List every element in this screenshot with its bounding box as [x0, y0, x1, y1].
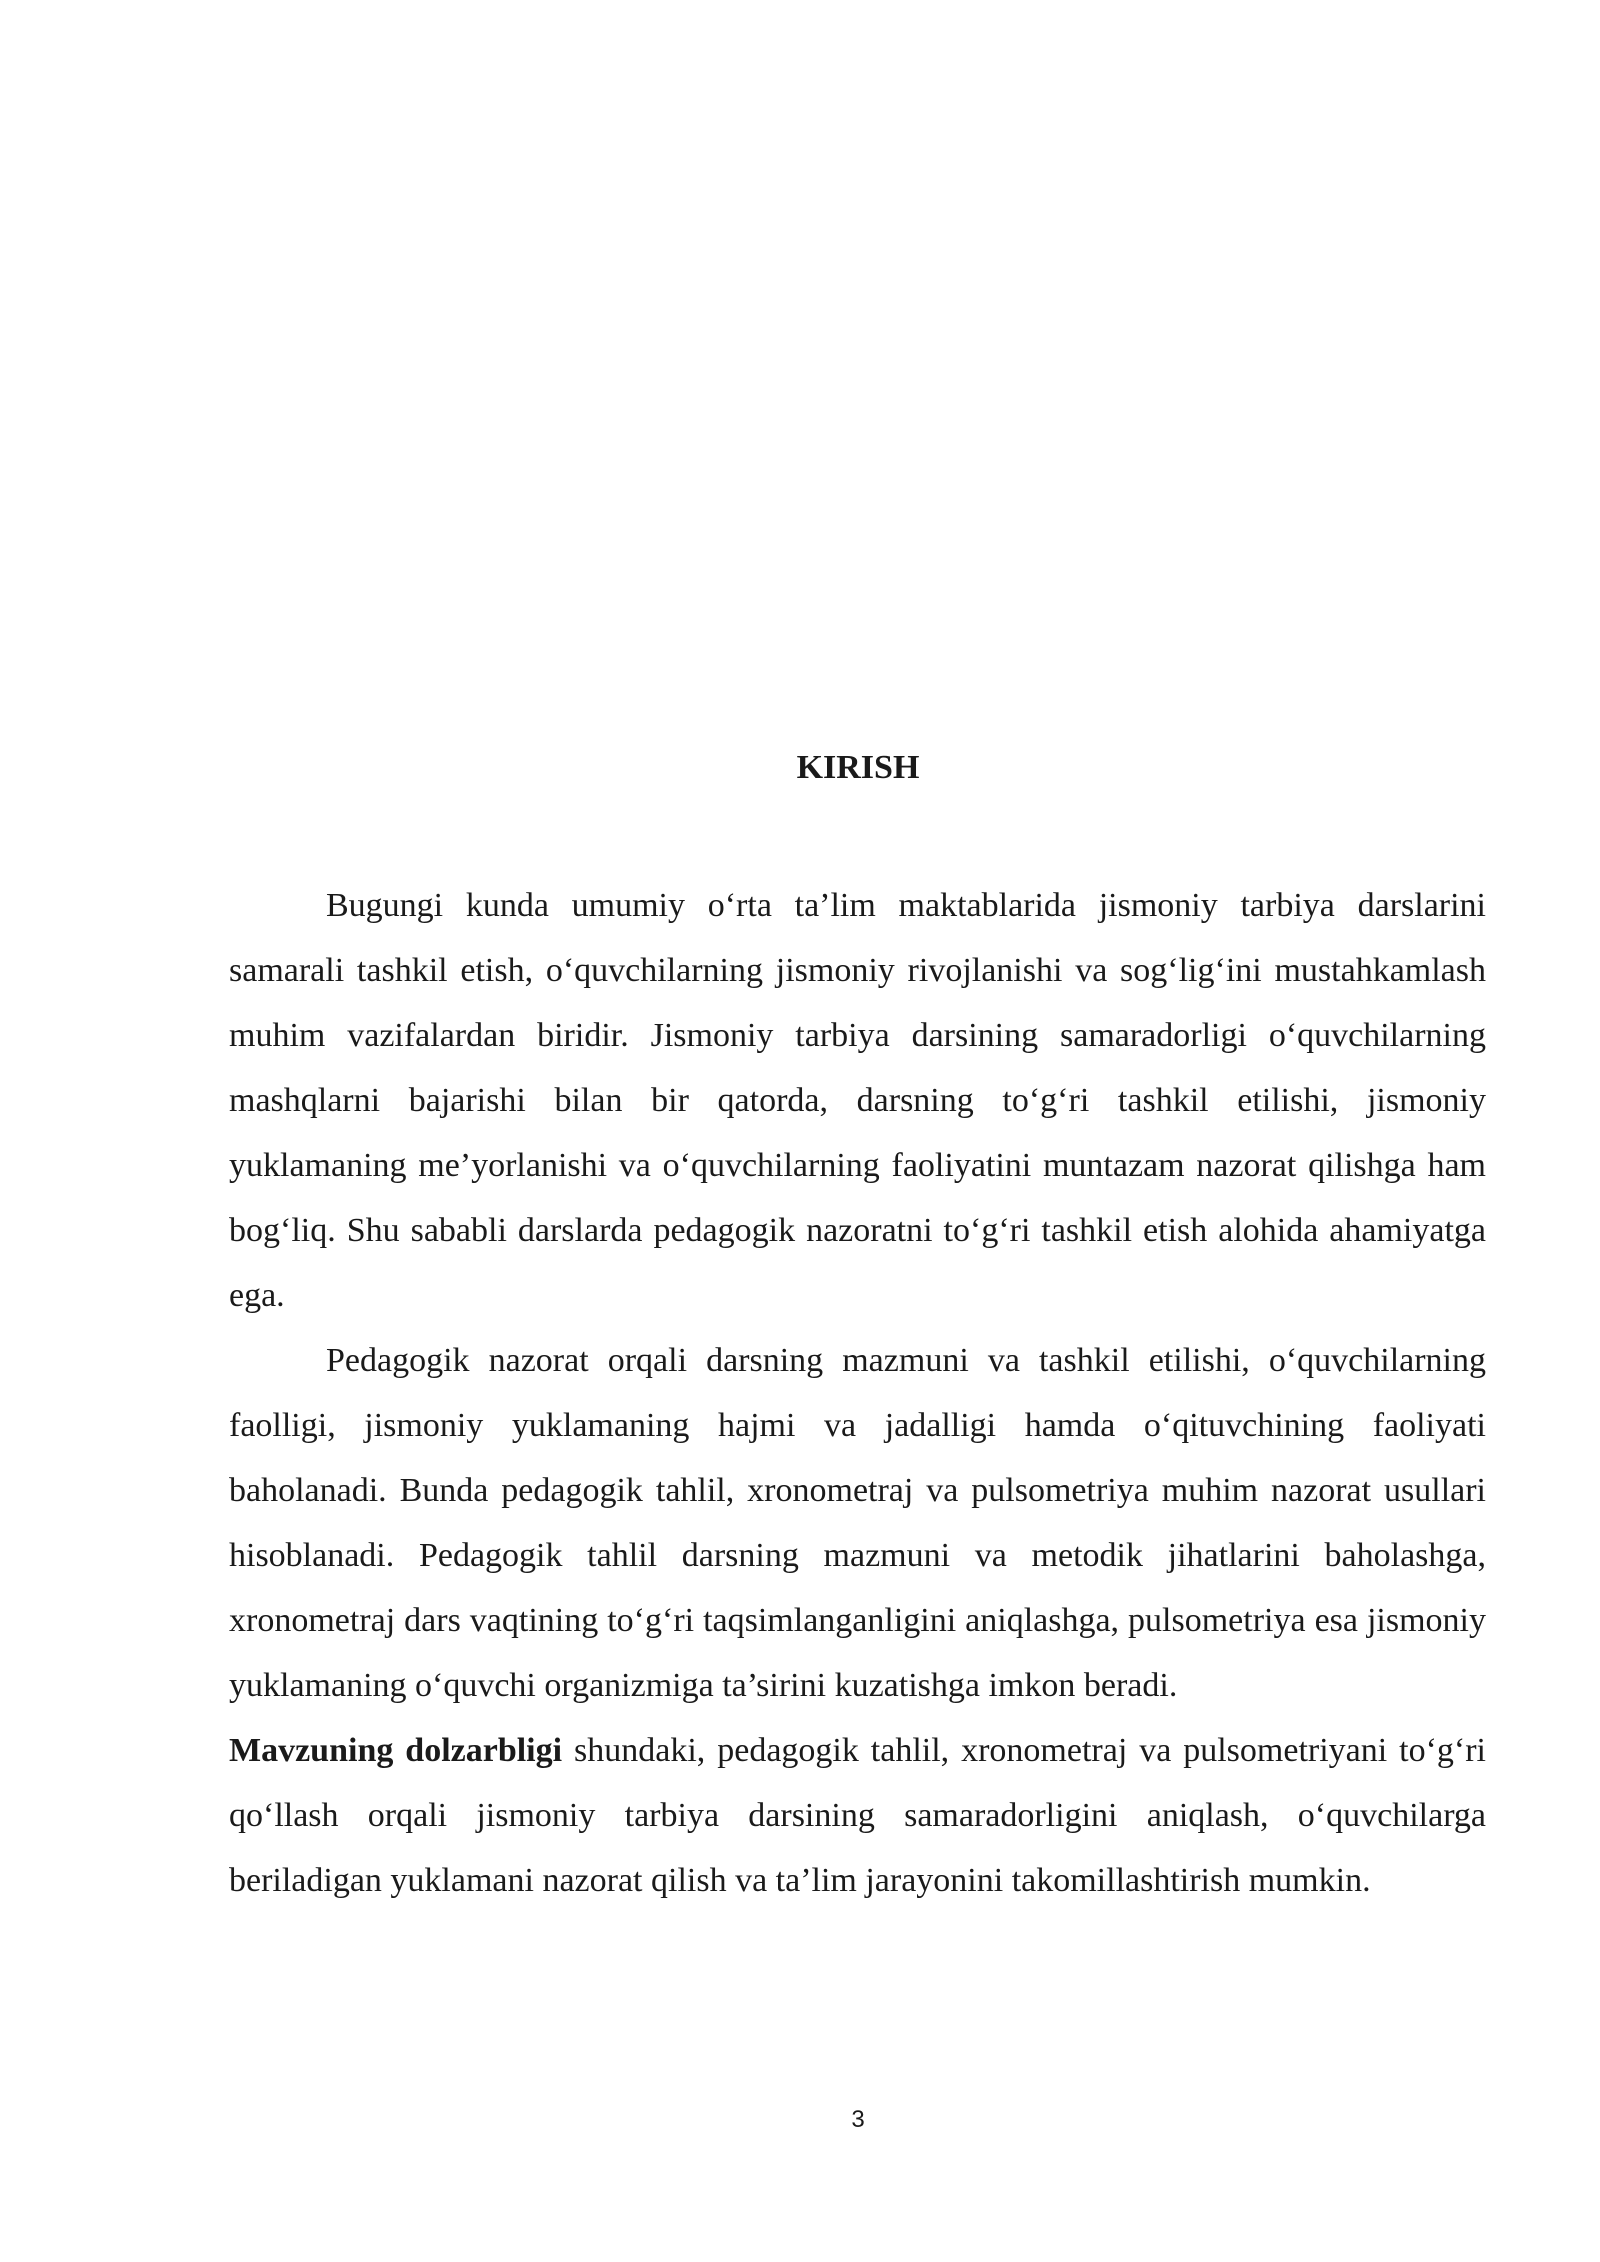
body-text [229, 873, 1486, 1913]
paragraph-relevance [229, 1718, 1486, 1913]
section-heading: KIRISH [796, 749, 920, 786]
paragraph-pedagogical-control: Pedagogik nazorat orqali darsning mazmuni va tashkil etilishi, o‘quvchilarning faolligi, jismoniy yuklamaning hajmi va jadalligi hamda o‘qituvchining faoliyati baholanadi. Bunda pedagogik tahlil, xronometraj va pulsometriya muhim nazorat usullari hisoblanadi. Pedagogik tahlil darsning mazmuni va metodik jihatlarini baholashga, xronometraj dars vaqtining to‘g‘ri taqsimlanganligini aniqlashga, pulsometriya esa jismoniy yuklamaning o‘quvchi organizmiga ta’sirini kuzatishga imkon beradi. [229, 1342, 1486, 1704]
relevance-text: shundaki, pedagogik tahlil, xronometraj va pulsometriyani to‘g‘ri qo‘llash orqali jismoniy tarbiya darsining samaradorligini aniqlash, o‘quvchilarga beriladigan yuklamani nazorat qilish va ta’lim jarayonini takomillashtirish mumkin. [229, 1732, 1486, 1899]
paragraph-intro: Bugungi kunda umumiy o‘rta ta’lim maktablarida jismoniy tarbiya darslarini samarali tashkil etish, o‘quvchilarning jismoniy rivojlanishi va sog‘lig‘ini mustahkamlash muhim vazifalardan biridir. Jismoniy tarbiya darsining samaradorligi o‘quvchilarning mashqlarni bajarishi bilan bir qatorda, darsning to‘g‘ri tashkil etilishi, jismoniy yuklamaning me’yorlanishi va o‘quvchilarning faoliyatini muntazam nazorat qilishga ham bog‘liq. Shu sababli darslarda pedagogik nazoratni to‘g‘ri tashkil etish alohida ahamiyatga ega. [229, 887, 1486, 1314]
relevance-lead: Mavzuning dolzarbligi [229, 1732, 563, 1769]
page-number: 3 [851, 2106, 865, 2133]
